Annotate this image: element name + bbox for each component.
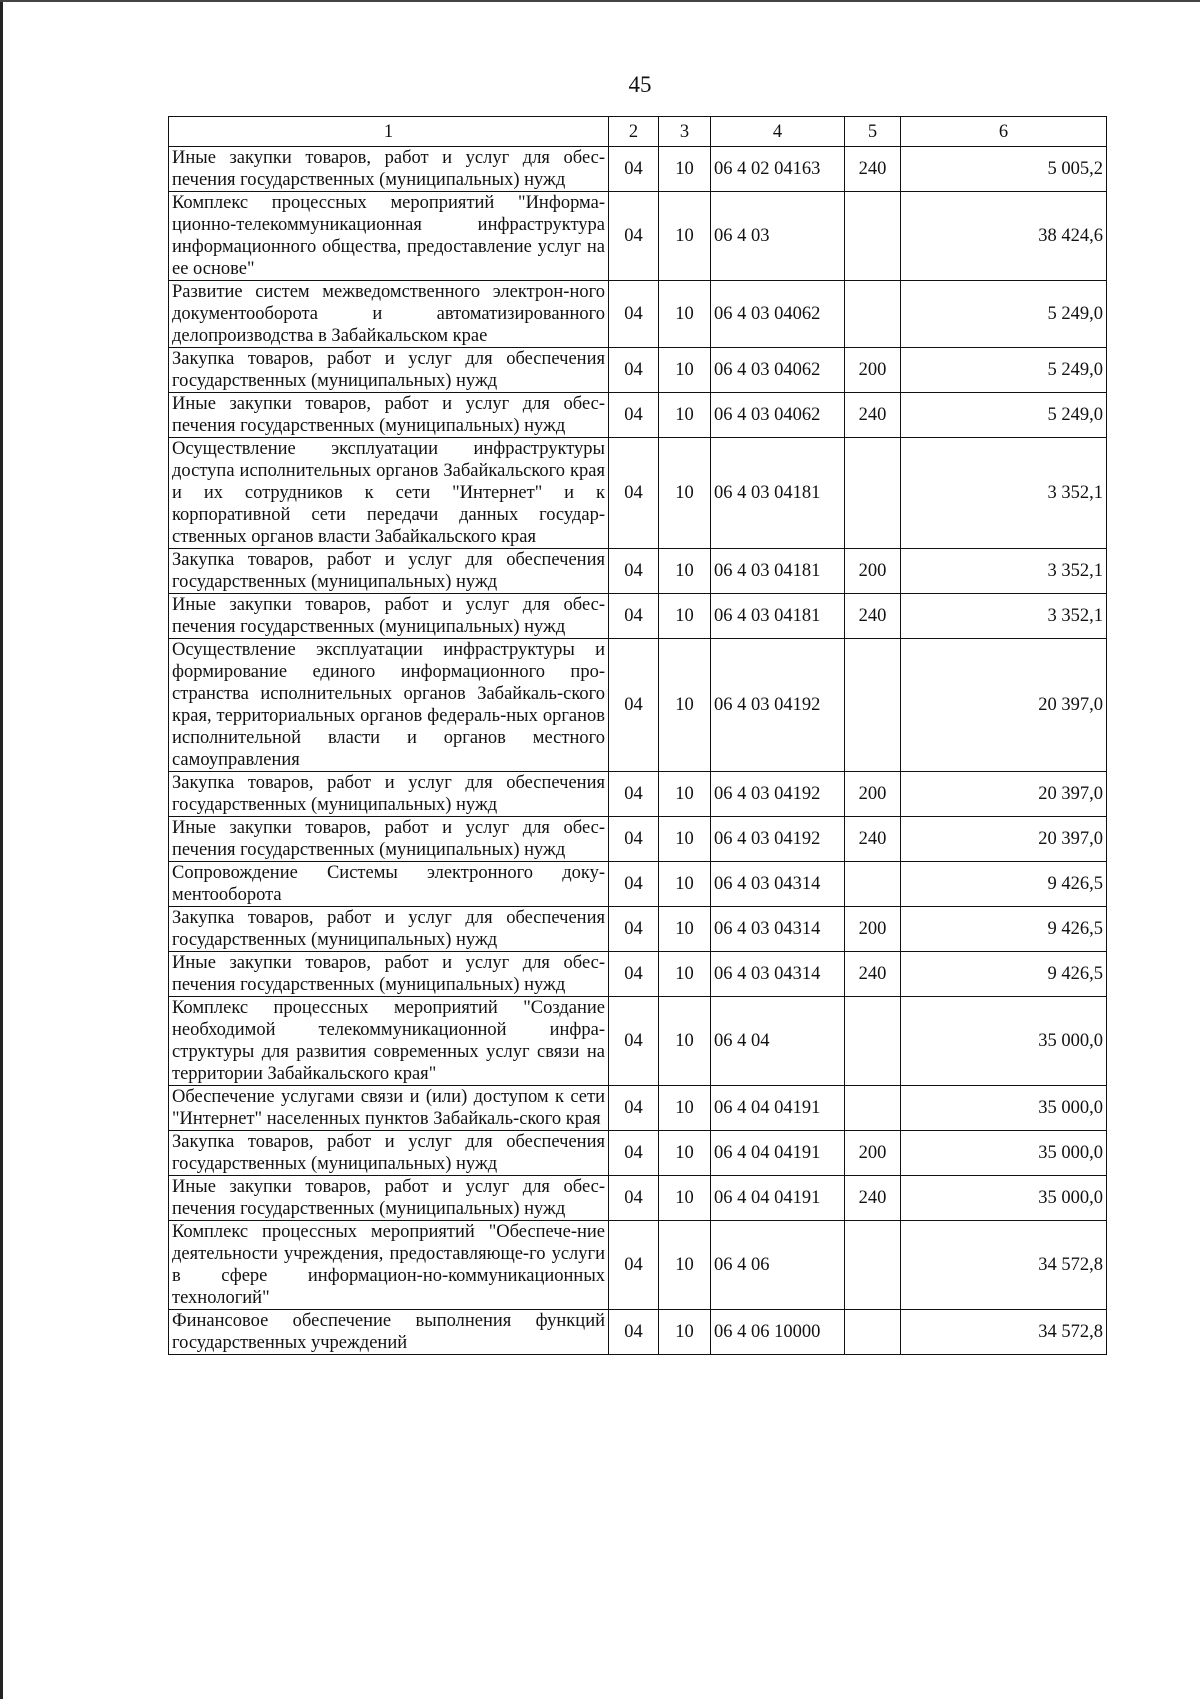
header-col-name: 1: [169, 117, 609, 147]
row-expense-type-cell: [845, 1310, 901, 1355]
header-col-target-item: 4: [711, 117, 845, 147]
row-expense-type-cell: 200: [845, 772, 901, 817]
row-subsection-cell: 10: [659, 147, 711, 192]
table-row: [169, 1176, 1107, 1221]
row-amount-cell: 34 572,8: [901, 1310, 1107, 1355]
header-col-amount: 6: [901, 117, 1107, 147]
row-amount-cell: 20 397,0: [901, 817, 1107, 862]
header-col-section: 2: [609, 117, 659, 147]
row-subsection-cell: 10: [659, 348, 711, 393]
row-expense-type-cell: 240: [845, 1176, 901, 1221]
table-row: [169, 549, 1107, 594]
row-subsection-cell: 10: [659, 281, 711, 348]
row-subsection-cell: 10: [659, 862, 711, 907]
table-row: [169, 817, 1107, 862]
row-section-cell: 04: [609, 393, 659, 438]
row-name-cell: Комплекс процессных мероприятий "Создание необходимой телекоммуникационной инфра-структуры для развития современных услуг связи на территории Забайкальского края": [169, 997, 609, 1086]
table-row: [169, 1086, 1107, 1131]
row-amount-cell: 3 352,1: [901, 438, 1107, 549]
row-target-item-cell: 06 4 06: [711, 1221, 845, 1310]
row-name-cell: Иные закупки товаров, работ и услуг для обес-печения государственных (муниципальных) нужд: [169, 393, 609, 438]
page-number: 45: [628, 72, 652, 97]
row-section-cell: 04: [609, 997, 659, 1086]
row-target-item-cell: 06 4 03 04314: [711, 907, 845, 952]
row-section-cell: 04: [609, 817, 659, 862]
row-section-cell: 04: [609, 1131, 659, 1176]
row-target-item-cell: 06 4 03 04062: [711, 281, 845, 348]
table-row: [169, 147, 1107, 192]
row-section-cell: 04: [609, 348, 659, 393]
row-expense-type-cell: 240: [845, 817, 901, 862]
row-expense-type-cell: [845, 192, 901, 281]
row-section-cell: 04: [609, 594, 659, 639]
row-amount-cell: 9 426,5: [901, 862, 1107, 907]
row-target-item-cell: 06 4 03 04062: [711, 348, 845, 393]
row-subsection-cell: 10: [659, 1176, 711, 1221]
row-expense-type-cell: 200: [845, 348, 901, 393]
row-amount-cell: 5 249,0: [901, 281, 1107, 348]
row-subsection-cell: 10: [659, 639, 711, 772]
row-target-item-cell: 06 4 03 04062: [711, 393, 845, 438]
row-subsection-cell: 10: [659, 549, 711, 594]
row-expense-type-cell: 240: [845, 952, 901, 997]
row-name-cell: Осуществление эксплуатации инфраструктуры доступа исполнительных органов Забайкальского края и их сотрудников к сети "Интернет" и к корпоративной сети передачи данных государ-ственных органов власти Забайкальского края: [169, 438, 609, 549]
row-section-cell: 04: [609, 1176, 659, 1221]
row-name-cell: Комплекс процессных мероприятий "Информа-ционно-телекоммуникационная инфраструктура информационного общества, предоставление услуг на ее основе": [169, 192, 609, 281]
row-subsection-cell: 10: [659, 192, 711, 281]
row-subsection-cell: 10: [659, 594, 711, 639]
row-target-item-cell: 06 4 03 04181: [711, 438, 845, 549]
row-target-item-cell: 06 4 04 04191: [711, 1176, 845, 1221]
row-target-item-cell: 06 4 02 04163: [711, 147, 845, 192]
table-row: [169, 997, 1107, 1086]
table-row: [169, 907, 1107, 952]
row-target-item-cell: 06 4 03 04192: [711, 772, 845, 817]
row-section-cell: 04: [609, 549, 659, 594]
row-expense-type-cell: [845, 997, 901, 1086]
table-row: [169, 192, 1107, 281]
table-row: [169, 639, 1107, 772]
table-row: [169, 393, 1107, 438]
budget-table: [168, 116, 1107, 1355]
row-name-cell: Иные закупки товаров, работ и услуг для обес-печения государственных (муниципальных) нужд: [169, 817, 609, 862]
row-subsection-cell: 10: [659, 907, 711, 952]
row-subsection-cell: 10: [659, 1131, 711, 1176]
row-amount-cell: 3 352,1: [901, 549, 1107, 594]
row-section-cell: 04: [609, 772, 659, 817]
row-name-cell: Закупка товаров, работ и услуг для обеспечения государственных (муниципальных) нужд: [169, 549, 609, 594]
row-name-cell: Иные закупки товаров, работ и услуг для обес-печения государственных (муниципальных) нужд: [169, 1176, 609, 1221]
row-subsection-cell: 10: [659, 1086, 711, 1131]
row-name-cell: Обеспечение услугами связи и (или) доступом к сети "Интернет" населенных пунктов Забайкаль-ского края: [169, 1086, 609, 1131]
row-target-item-cell: 06 4 04 04191: [711, 1131, 845, 1176]
table-row: [169, 1221, 1107, 1310]
row-subsection-cell: 10: [659, 952, 711, 997]
row-target-item-cell: 06 4 04: [711, 997, 845, 1086]
row-section-cell: 04: [609, 147, 659, 192]
row-amount-cell: 34 572,8: [901, 1221, 1107, 1310]
row-expense-type-cell: [845, 862, 901, 907]
row-subsection-cell: 10: [659, 438, 711, 549]
table-row: [169, 952, 1107, 997]
row-expense-type-cell: [845, 438, 901, 549]
row-name-cell: Иные закупки товаров, работ и услуг для обес-печения государственных (муниципальных) нужд: [169, 952, 609, 997]
row-amount-cell: 3 352,1: [901, 594, 1107, 639]
row-name-cell: Иные закупки товаров, работ и услуг для обес-печения государственных (муниципальных) нужд: [169, 147, 609, 192]
row-name-cell: Развитие систем межведомственного электрон-ного документооборота и автоматизированного делопроизводства в Забайкальском крае: [169, 281, 609, 348]
row-name-cell: Сопровождение Системы электронного доку-ментооборота: [169, 862, 609, 907]
table-row: [169, 348, 1107, 393]
row-expense-type-cell: 240: [845, 393, 901, 438]
row-amount-cell: 9 426,5: [901, 907, 1107, 952]
row-expense-type-cell: 240: [845, 147, 901, 192]
row-name-cell: Финансовое обеспечение выполнения функций государственных учреждений: [169, 1310, 609, 1355]
row-section-cell: 04: [609, 907, 659, 952]
row-subsection-cell: 10: [659, 997, 711, 1086]
row-expense-type-cell: 240: [845, 594, 901, 639]
row-expense-type-cell: [845, 281, 901, 348]
row-expense-type-cell: 200: [845, 549, 901, 594]
row-expense-type-cell: [845, 639, 901, 772]
row-name-cell: Иные закупки товаров, работ и услуг для обес-печения государственных (муниципальных) нужд: [169, 594, 609, 639]
table-row: [169, 1131, 1107, 1176]
table-row: [169, 1310, 1107, 1355]
row-section-cell: 04: [609, 281, 659, 348]
row-target-item-cell: 06 4 03 04192: [711, 817, 845, 862]
row-target-item-cell: 06 4 03 04314: [711, 952, 845, 997]
row-target-item-cell: 06 4 06 10000: [711, 1310, 845, 1355]
row-expense-type-cell: 200: [845, 907, 901, 952]
row-section-cell: 04: [609, 639, 659, 772]
row-name-cell: Закупка товаров, работ и услуг для обеспечения государственных (муниципальных) нужд: [169, 907, 609, 952]
row-expense-type-cell: 200: [845, 1131, 901, 1176]
header-col-subsection: 3: [659, 117, 711, 147]
row-target-item-cell: 06 4 04 04191: [711, 1086, 845, 1131]
table-row: [169, 862, 1107, 907]
row-name-cell: Закупка товаров, работ и услуг для обеспечения государственных (муниципальных) нужд: [169, 348, 609, 393]
row-amount-cell: 5 249,0: [901, 348, 1107, 393]
row-name-cell: Закупка товаров, работ и услуг для обеспечения государственных (муниципальных) нужд: [169, 1131, 609, 1176]
row-target-item-cell: 06 4 03 04181: [711, 549, 845, 594]
row-amount-cell: 5 249,0: [901, 393, 1107, 438]
header-row: [169, 117, 1107, 147]
row-subsection-cell: 10: [659, 1310, 711, 1355]
row-section-cell: 04: [609, 1310, 659, 1355]
row-section-cell: 04: [609, 438, 659, 549]
row-section-cell: 04: [609, 862, 659, 907]
row-amount-cell: 35 000,0: [901, 997, 1107, 1086]
row-subsection-cell: 10: [659, 393, 711, 438]
row-name-cell: Закупка товаров, работ и услуг для обеспечения государственных (муниципальных) нужд: [169, 772, 609, 817]
table-body: [169, 147, 1107, 1355]
row-amount-cell: 35 000,0: [901, 1131, 1107, 1176]
row-section-cell: 04: [609, 1221, 659, 1310]
row-subsection-cell: 10: [659, 817, 711, 862]
row-subsection-cell: 10: [659, 1221, 711, 1310]
row-target-item-cell: 06 4 03: [711, 192, 845, 281]
row-target-item-cell: 06 4 03 04314: [711, 862, 845, 907]
header-col-expense-type: 5: [845, 117, 901, 147]
table-row: [169, 772, 1107, 817]
row-amount-cell: 38 424,6: [901, 192, 1107, 281]
row-section-cell: 04: [609, 1086, 659, 1131]
table-row: [169, 438, 1107, 549]
row-amount-cell: 5 005,2: [901, 147, 1107, 192]
row-amount-cell: 20 397,0: [901, 639, 1107, 772]
row-amount-cell: 35 000,0: [901, 1086, 1107, 1131]
row-amount-cell: 35 000,0: [901, 1176, 1107, 1221]
row-name-cell: Комплекс процессных мероприятий "Обеспече-ние деятельности учреждения, предоставляюще-го услуги в сфере информацион-но-коммуникационных технологий": [169, 1221, 609, 1310]
row-target-item-cell: 06 4 03 04181: [711, 594, 845, 639]
table-header: [169, 117, 1107, 147]
row-subsection-cell: 10: [659, 772, 711, 817]
row-expense-type-cell: [845, 1086, 901, 1131]
row-amount-cell: 9 426,5: [901, 952, 1107, 997]
row-target-item-cell: 06 4 03 04192: [711, 639, 845, 772]
row-expense-type-cell: [845, 1221, 901, 1310]
scan-edge-top: [0, 0, 1200, 2]
table-row: [169, 594, 1107, 639]
row-section-cell: 04: [609, 192, 659, 281]
row-name-cell: Осуществление эксплуатации инфраструктуры и формирование единого информационного про-странства исполнительных органов Забайкаль-ского края, территориальных органов федераль-ных органов исполнительной власти и органов местного самоуправления: [169, 639, 609, 772]
row-section-cell: 04: [609, 952, 659, 997]
scan-edge-left: [0, 0, 3, 1699]
row-amount-cell: 20 397,0: [901, 772, 1107, 817]
table-row: [169, 281, 1107, 348]
